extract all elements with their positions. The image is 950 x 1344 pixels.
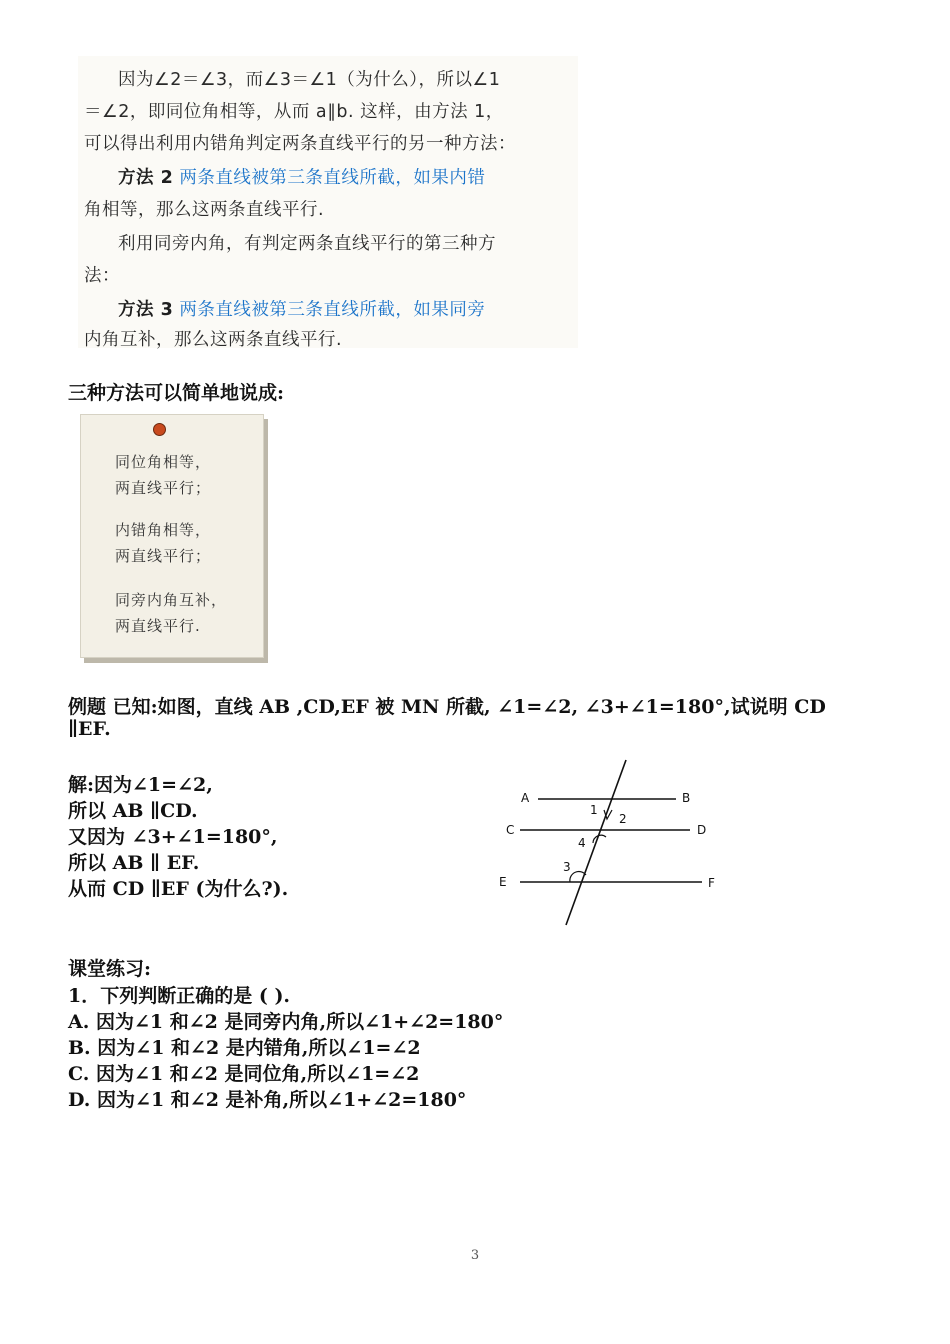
method-2-text-cont: 角相等，那么这两条直线平行. (84, 200, 325, 220)
method-2 (118, 164, 485, 189)
note-line-6: 两直线平行. (115, 617, 201, 635)
option-b: B. 因为∠1 和∠2 是内错角,所以∠1=∠2 (68, 1037, 421, 1059)
option-a: A. 因为∠1 和∠2 是同旁内角,所以∠1+∠2=180° (68, 1011, 504, 1033)
note-line-2: 两直线平行； (115, 479, 212, 497)
angle-4-label: 4 (578, 836, 586, 850)
example-line-1: 例题 已知:如图，直线 AB ,CD,EF 被 MN 所截, ∠1=∠2, ∠3+∠1=180°,试说明 CD (68, 696, 826, 718)
excerpt-line-6: 利用同旁内角，有判定两条直线平行的第三种方 (118, 234, 496, 254)
solution-line-5: 从而 CD ∥EF (为什么?). (68, 878, 289, 900)
note-line-5: 同旁内角互补， (115, 591, 228, 609)
textbook-excerpt (78, 56, 578, 348)
pushpin-icon (153, 423, 166, 436)
method-3-text-cont: 内角互补，那么这两条直线平行. (84, 330, 343, 350)
method-2-text: 两条直线被第三条直线所截，如果内错 (179, 168, 486, 188)
excerpt-line-2: ＝∠2，即同位角相等，从而 a∥b. 这样，由方法 1， (84, 102, 504, 122)
example-line-2: ∥EF. (68, 718, 111, 740)
question-1: 1．下列判断正确的是 ( ). (68, 985, 291, 1007)
note-line-1: 同位角相等， (115, 453, 212, 471)
angle-4-arc (593, 835, 606, 843)
label-f: F (708, 876, 715, 890)
angle-2-label: 2 (619, 812, 627, 826)
excerpt-line-3: 可以得出利用内错角判定两条直线平行的另一种方法： (84, 134, 516, 154)
solution-line-2: 所以 AB ∥CD. (68, 800, 198, 822)
method-2-label: 方法 2 (118, 168, 174, 188)
page-number: 3 (470, 1248, 480, 1263)
summary-note (80, 414, 264, 658)
label-d: D (697, 823, 707, 837)
option-c: C. 因为∠1 和∠2 是同位角,所以∠1=∠2 (68, 1063, 420, 1085)
option-d: D. 因为∠1 和∠2 是补角,所以∠1+∠2=180° (68, 1089, 467, 1111)
note-line-4: 两直线平行； (115, 547, 212, 565)
parallel-lines-diagram (490, 755, 730, 930)
label-a: A (521, 791, 530, 805)
excerpt-line-7: 法： (84, 266, 120, 286)
summary-intro: 三种方法可以简单地说成: (68, 382, 285, 404)
method-3-label: 方法 3 (118, 300, 174, 320)
solution-line-3: 又因为 ∠3+∠1=180°, (68, 826, 278, 848)
label-e: E (499, 875, 507, 889)
angle-1-label: 1 (590, 803, 598, 817)
note-line-3: 内错角相等， (115, 521, 212, 539)
method-3 (118, 296, 485, 321)
label-b: B (682, 791, 691, 805)
angle-3-label: 3 (563, 860, 571, 874)
method-3-text: 两条直线被第三条直线所截，如果同旁 (179, 300, 486, 320)
practice-title: 课堂练习: (68, 958, 152, 980)
transversal-mn (566, 760, 626, 925)
solution-line-1: 解:因为∠1=∠2, (68, 774, 213, 796)
label-c: C (506, 823, 515, 837)
solution-line-4: 所以 AB ∥ EF. (68, 852, 200, 874)
excerpt-line-1: 因为∠2＝∠3，而∠3＝∠1（为什么），所以∠1 (118, 70, 501, 90)
